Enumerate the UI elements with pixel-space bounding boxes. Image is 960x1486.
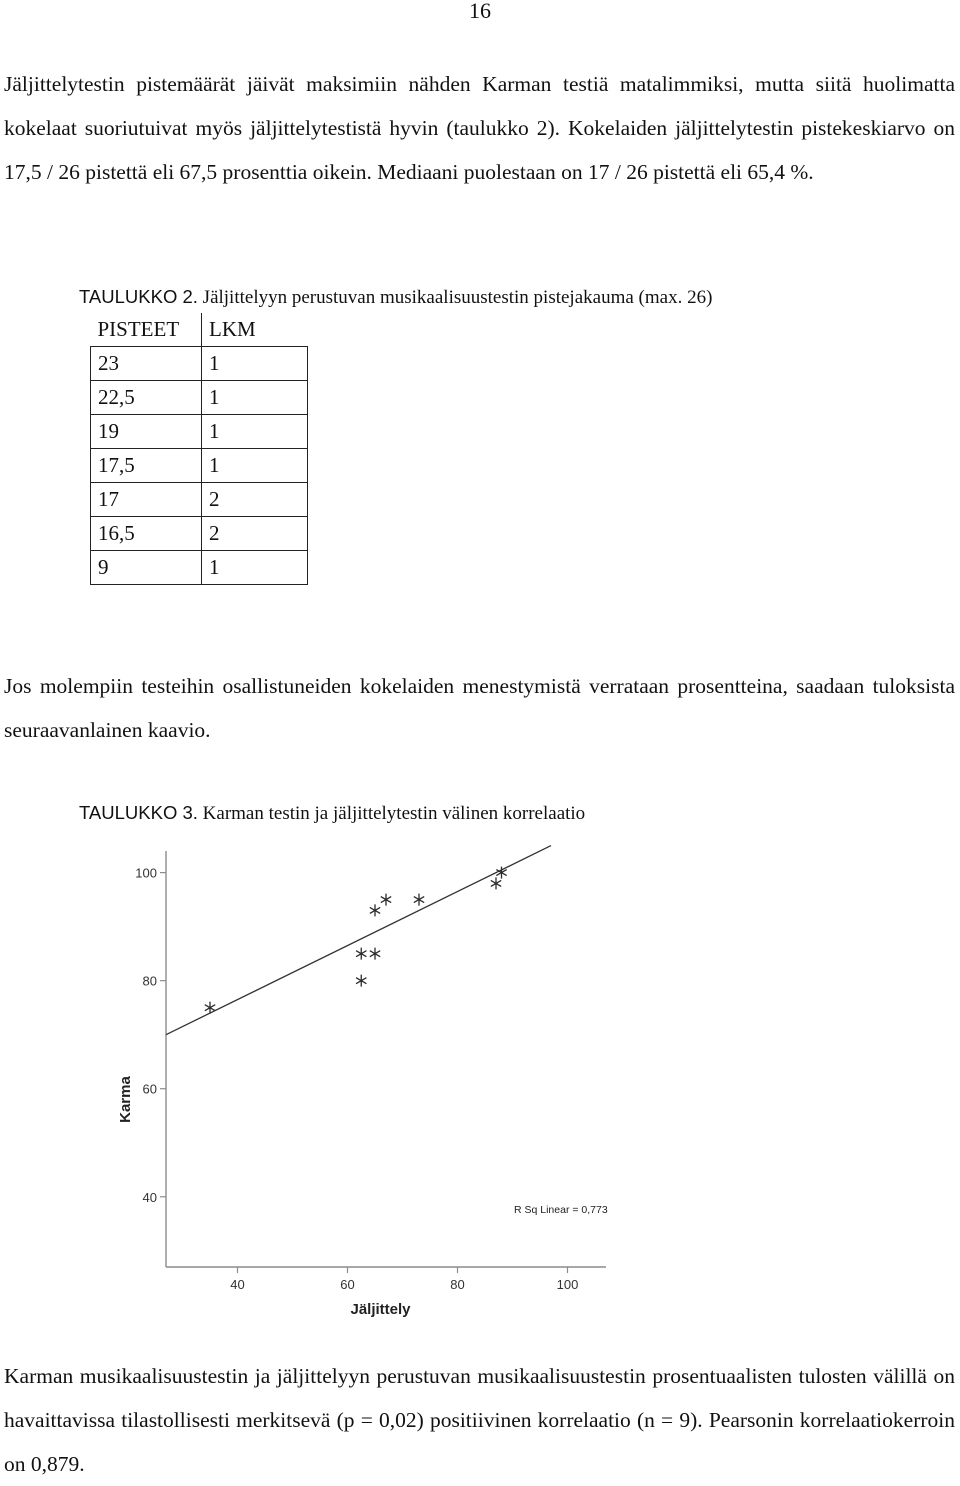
table-cell-count: 1 (202, 449, 308, 483)
table-header-row (91, 313, 308, 347)
table-cell-count: 2 (202, 483, 308, 517)
table2-label: TAULUKKO 2. (79, 286, 198, 307)
data-point (381, 894, 391, 906)
table-cell-points: 17 (91, 483, 202, 517)
page-number: 16 (469, 0, 491, 23)
x-tick-label: 80 (450, 1277, 465, 1292)
y-tick-label: 80 (142, 973, 157, 989)
x-tick-label: 60 (340, 1277, 355, 1292)
r-squared-annotation: R Sq Linear = 0,773 (514, 1203, 608, 1216)
table-row (91, 483, 308, 517)
column-header-pisteet: PISTEET (91, 313, 202, 347)
table2-caption (79, 286, 712, 309)
table3-caption (79, 802, 585, 825)
table3-label: TAULUKKO 3. (79, 802, 198, 823)
table-row (91, 415, 308, 449)
distribution-table (90, 313, 308, 585)
table-cell-count: 1 (202, 551, 308, 585)
table-cell-count: 1 (202, 347, 308, 381)
x-axis-title: Jäljittely (350, 1301, 411, 1318)
table-row (91, 381, 308, 415)
y-tick-label: 100 (135, 865, 157, 881)
table-row (91, 517, 308, 551)
table-row (91, 551, 308, 585)
table-cell-count: 2 (202, 517, 308, 551)
table2-caption-text: Jäljittelyyn perustuvan musikaalisuustestin pistejakauma (max. 26) (202, 287, 713, 308)
y-tick-label: 40 (142, 1189, 157, 1205)
table3-caption-text: Karman testin ja jäljittelytestin välinen korrelaatio (202, 803, 586, 824)
table-cell-count: 1 (202, 415, 308, 449)
table-cell-points: 23 (91, 347, 202, 381)
table-cell-points: 16,5 (91, 517, 202, 551)
conclusion-paragraph: Karman musikaalisuustestin ja jäljittelyyn perustuvan musikaalisuustestin prosentuaalisten tulosten välillä on havaittavissa tilastollisesti merkitsevä (p = 0,02) positiivinen korrelaatio (n = 9). Pearsonin korrelaatiokerroin on 0,879. (4, 1364, 955, 1476)
data-point (356, 975, 366, 987)
data-point (491, 877, 501, 889)
data-point (414, 894, 424, 906)
x-tick-label: 100 (556, 1277, 579, 1292)
data-point (356, 948, 366, 960)
regression-line (166, 846, 551, 1035)
intro-paragraph: Jäljittelytestin pistemäärät jäivät maksimiin nähden Karman testiä matalimmiksi, mutta siitä huolimatta kokelaat suoriutuivat myös jäljittelytestistä hyvin (taulukko 2). Kokelaiden jäljittelytestin pistekeskiarvo on 17,5 / 26 pistettä eli 67,5 prosenttia oikein. Mediaani puolestaan on 17 / 26 pistettä eli 65,4 %. (4, 72, 955, 184)
table-row (91, 347, 308, 381)
data-point (370, 948, 380, 960)
table-cell-count: 1 (202, 381, 308, 415)
column-header-lkm: LKM (202, 313, 308, 347)
x-tick-label: 40 (230, 1277, 245, 1292)
table-cell-points: 17,5 (91, 449, 202, 483)
correlation-scatter-chart (100, 845, 660, 1320)
table-cell-points: 19 (91, 415, 202, 449)
table-row (91, 449, 308, 483)
middle-paragraph: Jos molempiin testeihin osallistuneiden kokelaiden menestymistä verrataan prosentteina, saadaan tuloksista seuraavanlainen kaavio. (4, 674, 955, 742)
y-axis-title: Karma (117, 1076, 134, 1123)
data-point (370, 904, 380, 916)
y-tick-label: 60 (142, 1081, 157, 1097)
table-cell-points: 22,5 (91, 381, 202, 415)
table-cell-points: 9 (91, 551, 202, 585)
